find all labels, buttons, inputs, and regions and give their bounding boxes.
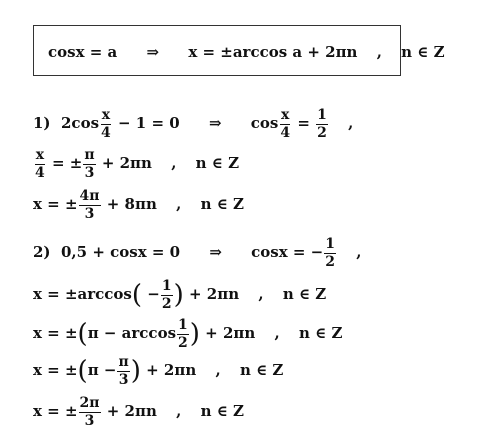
left-paren: ( [131,280,143,311]
ex1-eq-b: − 1 = 0 [118,114,180,133]
ex1-s2-sep: , [171,154,177,173]
ex2-s1-b: + 2πn [188,285,240,304]
frac-num: 1 [178,317,188,333]
ex2-s2-domain: n ∈ Z [299,324,343,343]
ex2-step4 [33,396,244,428]
right-paren: ) [173,280,184,311]
ex2-s1-frac [161,279,173,311]
ex2-frac [324,237,336,269]
frac-den: 4 [35,164,45,181]
ex2-s2-sep: , [274,324,280,343]
ex2-step1 [33,279,326,311]
ex2-implies: ⇒ [209,243,222,262]
frac-num: x [101,107,111,123]
ex2-s1-domain: n ∈ Z [282,285,327,304]
ex1-trail: , [348,114,354,133]
frac-den: 2 [161,295,172,312]
ex1-equation [33,108,353,140]
ex2-s2-mid: π − arccos [87,324,177,343]
frac-num: 1 [161,278,172,294]
ex2-s3-a: x = ± [33,361,78,380]
header-sep: , [376,43,382,61]
header-lhs: cosx = a [48,43,118,61]
left-paren: ( [77,356,88,387]
ex2-equation [33,237,361,269]
ex1-s2-b: + 2πn [101,154,152,173]
ex2-s2-b: + 2πn [205,324,256,343]
ex2-s4-a: x = ± [33,402,78,421]
ex1-c-rhs-frac [316,108,328,140]
ex1-s2-a: = ± [51,154,83,173]
ex1-s2-frac [34,148,46,180]
ex2-s2-frac [177,318,189,350]
frac-num: 4π [79,188,100,204]
ex2-s3-b: + 2πn [146,361,197,380]
ex2-s3-mid: π − [87,361,117,380]
ex2-s4-b: + 2πn [106,402,157,421]
ex1-frac [100,108,112,140]
frac-num: x [281,107,290,123]
header-formula [48,45,445,60]
ex1-s2-domain: n ∈ Z [195,154,240,173]
left-paren: ( [77,319,88,350]
ex1-s3-domain: n ∈ Z [200,195,244,214]
ex1-s3-frac [79,189,101,221]
ex2-s3-frac [117,355,129,387]
ex2-s4-domain: n ∈ Z [200,402,244,421]
frac-num: 2π [79,395,100,411]
ex2-s1-a: x = ±arccos [33,285,132,304]
ex1-s3-sep: , [176,195,182,214]
ex2-s1-sep: , [258,285,264,304]
ex2-s4-sep: , [176,402,182,421]
ex2-s1-minus: − [147,285,160,304]
frac-den: 3 [84,205,95,222]
frac-num: 1 [325,236,335,252]
ex2-step3 [33,355,283,387]
header-implies: ⇒ [146,43,160,61]
ex1-implies: ⇒ [208,114,222,133]
ex2-trail: , [356,243,362,262]
header-domain: n ∈ Z [401,43,445,61]
frac-den: 4 [280,124,291,141]
ex1-eq-a: 2cos [61,114,100,133]
ex1-c-frac [279,108,291,140]
ex2-s3-sep: , [215,361,221,380]
ex1-s2-pi-frac [83,148,95,180]
right-paren: ) [189,319,200,350]
ex2-eq-b: cosx = − [251,243,324,262]
frac-num: π [118,354,129,370]
frac-den: 2 [178,334,188,351]
frac-num: π [84,147,95,163]
frac-den: 2 [317,124,327,141]
ex2-s3-domain: n ∈ Z [239,361,284,380]
ex2-eq-a: 0,5 + cosx = 0 [61,243,181,262]
ex1-s3-a: x = ± [33,195,78,214]
ex1-eq-c: cos [250,114,279,133]
ex2-s2-a: x = ± [33,324,78,343]
ex2-step2 [33,318,342,350]
right-paren: ) [130,356,141,387]
frac-num: x [35,147,45,163]
frac-den: 3 [118,371,129,388]
ex2-s4-frac [79,396,101,428]
ex1-s3-b: + 8πn [106,195,157,214]
frac-den: 3 [84,164,95,181]
frac-den: 2 [325,253,335,270]
frac-num: 1 [317,107,327,123]
ex1-label: 1) [33,114,51,133]
ex2-label: 2) [33,243,51,262]
ex1-c-eq: = [297,114,310,133]
header-rhs: x = ±arccos a + 2πn [188,43,358,61]
frac-den: 4 [101,124,111,141]
ex1-step3 [33,189,244,221]
ex1-step2 [33,148,239,180]
frac-den: 3 [84,412,95,429]
